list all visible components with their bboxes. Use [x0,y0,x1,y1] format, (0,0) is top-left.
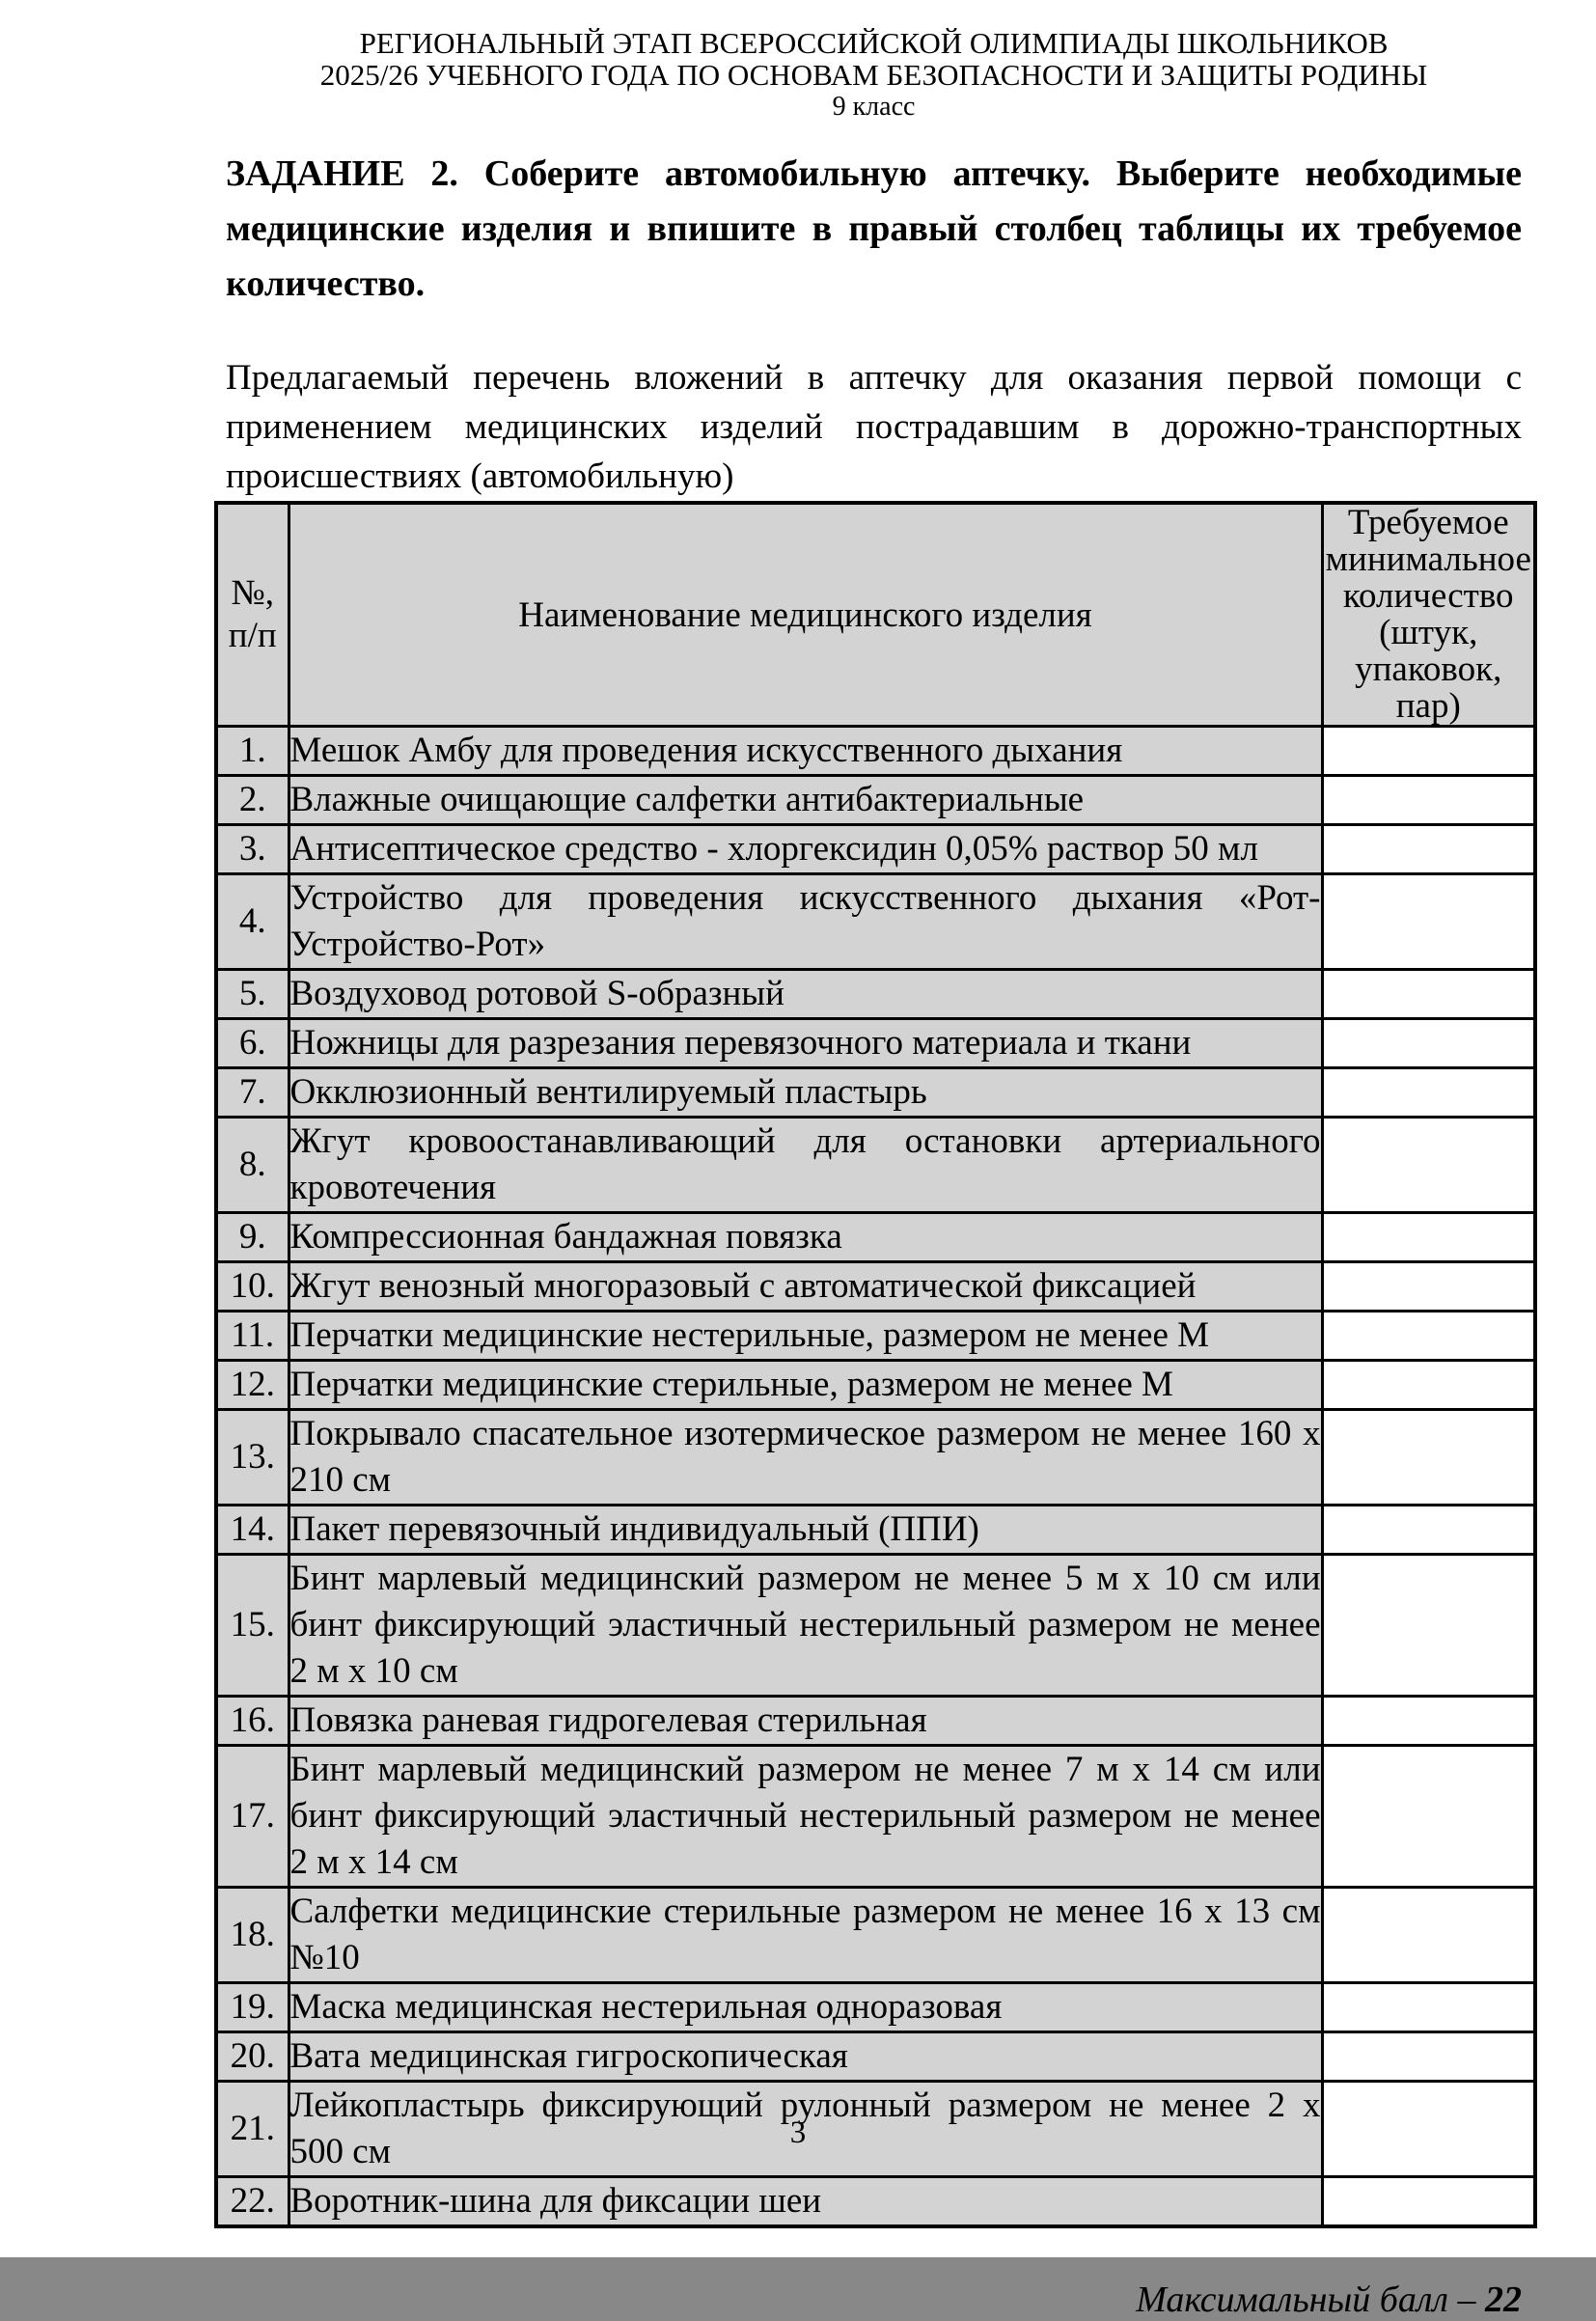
item-name-cell: Бинт марлевый медицинский размером не менее 5 м х 10 см или бинт фиксирующий эластичный нестерильный размером не менее 2 м х 10 см [289,1555,1322,1697]
quantity-input-cell[interactable] [1322,1555,1535,1697]
task-paragraph: ЗАДАНИЕ 2. Соберите автомобильную аптечку. Выберите необходимые медицинские изделия и впишите в правый столбец таблицы их требуемое количество. [226,153,1522,304]
item-name-cell: Перчатки медицинские стерильные, размером не менее М [289,1361,1322,1410]
row-number-cell: 4. [216,874,289,970]
row-number-cell: 17. [216,1746,289,1888]
quantity-input-cell[interactable] [1322,970,1535,1019]
quantity-input-cell[interactable] [1322,1983,1535,2032]
quantity-input-cell[interactable] [1322,874,1535,970]
table-row [216,1746,1535,1888]
item-name-cell: Маска медицинская нестерильная одноразовая [289,1983,1322,2032]
quantity-input-cell[interactable] [1322,1262,1535,1312]
row-number-cell: 7. [216,1068,289,1118]
quantity-input-cell[interactable] [1322,1888,1535,1983]
table-row [216,2032,1535,2082]
max-score-label: Максимальный балл – [1136,2280,1485,2320]
quantity-input-cell[interactable] [1322,1410,1535,1506]
page-content [226,0,1531,2321]
table-row [216,2177,1535,2227]
row-number-cell: 5. [216,970,289,1019]
quantity-input-cell[interactable] [1322,1019,1535,1068]
row-number-cell: 3. [216,825,289,874]
column-header-quantity: Требуемое минимальное количество (штук, упаковок, пар) [1322,503,1535,727]
row-number-cell: 12. [216,1361,289,1410]
quantity-input-cell[interactable] [1322,1697,1535,1746]
item-name-cell: Пакет перевязочный индивидуальный (ППИ) [289,1506,1322,1555]
row-number-cell: 18. [216,1888,289,1983]
table-row [216,1888,1535,1983]
row-number-cell: 22. [216,2177,289,2227]
row-number-cell: 21. [216,2082,289,2177]
item-name-cell: Антисептическое средство - хлоргексидин 0,05% раствор 50 мл [289,825,1322,874]
row-number-cell: 2. [216,776,289,825]
column-header-number-line2: п/п [228,616,277,655]
table-row [216,970,1535,1019]
table-body [216,727,1535,2227]
table-row [216,1068,1535,1118]
quantity-input-cell[interactable] [1322,1213,1535,1262]
row-number-cell: 11. [216,1312,289,1361]
table-row [216,1410,1535,1506]
item-name-cell: Бинт марлевый медицинский размером не менее 7 м х 14 см или бинт фиксирующий эластичный нестерильный размером не менее 2 м х 14 см [289,1746,1322,1888]
row-number-cell: 1. [216,727,289,776]
table-row [216,1312,1535,1361]
column-header-number [216,503,289,727]
item-name-cell: Лейкопластырь фиксирующий рулонный размером не менее 2 х 500 см [289,2082,1322,2177]
max-score-value: 22 [1485,2280,1522,2320]
table-row [216,874,1535,970]
row-number-cell: 8. [216,1118,289,1213]
table-row [216,1506,1535,1555]
row-number-cell: 13. [216,1410,289,1506]
row-number-cell: 9. [216,1213,289,1262]
quantity-input-cell[interactable] [1322,1312,1535,1361]
table-row [216,1118,1535,1213]
item-name-cell: Компрессионная бандажная повязка [289,1213,1322,1262]
header-line-1: РЕГИОНАЛЬНЫЙ ЭТАП ВСЕРОССИЙСКОЙ ОЛИМПИАДЫ ШКОЛЬНИКОВ [359,26,1389,60]
item-name-cell: Ножницы для разрезания перевязочного материала и ткани [289,1019,1322,1068]
row-number-cell: 20. [216,2032,289,2082]
row-number-cell: 16. [216,1697,289,1746]
item-name-cell: Воротник-шина для фиксации шеи [289,2177,1322,2227]
quantity-input-cell[interactable] [1322,1746,1535,1888]
quantity-input-cell[interactable] [1322,1506,1535,1555]
table-header-row [216,503,1535,727]
quantity-input-cell[interactable] [1322,825,1535,874]
item-name-cell: Влажные очищающие салфетки антибактериальные [289,776,1322,825]
quantity-input-cell[interactable] [1322,727,1535,776]
document-header [226,0,1522,123]
table-row [216,825,1535,874]
table-row [216,1213,1535,1262]
item-name-cell: Жгут кровоостанавливающий для остановки артериального кровотечения [289,1118,1322,1213]
quantity-input-cell[interactable] [1322,776,1535,825]
item-name-cell: Жгут венозный многоразовый с автоматической фиксацией [289,1262,1322,1312]
header-line-2: 2025/26 УЧЕБНОГО ГОДА ПО ОСНОВАМ БЕЗОПАСНОСТИ И ЗАЩИТЫ РОДИНЫ [319,58,1428,92]
item-name-cell: Салфетки медицинские стерильные размером не менее 16 х 13 см №10 [289,1888,1322,1983]
item-name-cell: Вата медицинская гигроскопическая [289,2032,1322,2082]
item-name-cell: Окклюзионный вентилируемый пластырь [289,1068,1322,1118]
table-row [216,727,1535,776]
row-number-cell: 15. [216,1555,289,1697]
medical-items-table [214,501,1537,2228]
column-header-number-line1: №, [231,573,275,613]
item-name-cell: Покрывало спасательное изотермическое размером не менее 160 х 210 см [289,1410,1322,1506]
item-name-cell: Повязка раневая гидрогелевая стерильная [289,1697,1322,1746]
row-number-cell: 6. [216,1019,289,1068]
quantity-input-cell[interactable] [1322,1361,1535,1410]
header-grade-line: 9 класс [832,92,916,122]
row-number-cell: 19. [216,1983,289,2032]
item-name-cell: Перчатки медицинские нестерильные, размером не менее М [289,1312,1322,1361]
table-row [216,776,1535,825]
column-header-name: Наименование медицинского изделия [289,503,1322,727]
item-name-cell: Устройство для проведения искусственного дыхания «Рот-Устройство-Рот» [289,874,1322,970]
item-name-cell: Воздуховод ротовой S-образный [289,970,1322,1019]
row-number-cell: 10. [216,1262,289,1312]
item-name-cell: Мешок Амбу для проведения искусственного дыхания [289,727,1322,776]
max-score [226,2279,1522,2321]
table-row [216,1555,1535,1697]
table-row [216,1983,1535,2032]
quantity-input-cell[interactable] [1322,1118,1535,1213]
intro-paragraph: Предлагаемый перечень вложений в аптечку для оказания первой помощи с применением медицинских изделий пострадавшим в дорожно-транспортных происшествиях (автомобильную) [226,358,1522,496]
page-number: 3 [789,2115,807,2150]
quantity-input-cell[interactable] [1322,2032,1535,2082]
table-row [216,1361,1535,1410]
table-row [216,1697,1535,1746]
quantity-input-cell[interactable] [1322,1068,1535,1118]
table-row [216,1019,1535,1068]
quantity-input-cell[interactable] [1322,2177,1535,2227]
row-number-cell: 14. [216,1506,289,1555]
table-row [216,1262,1535,1312]
